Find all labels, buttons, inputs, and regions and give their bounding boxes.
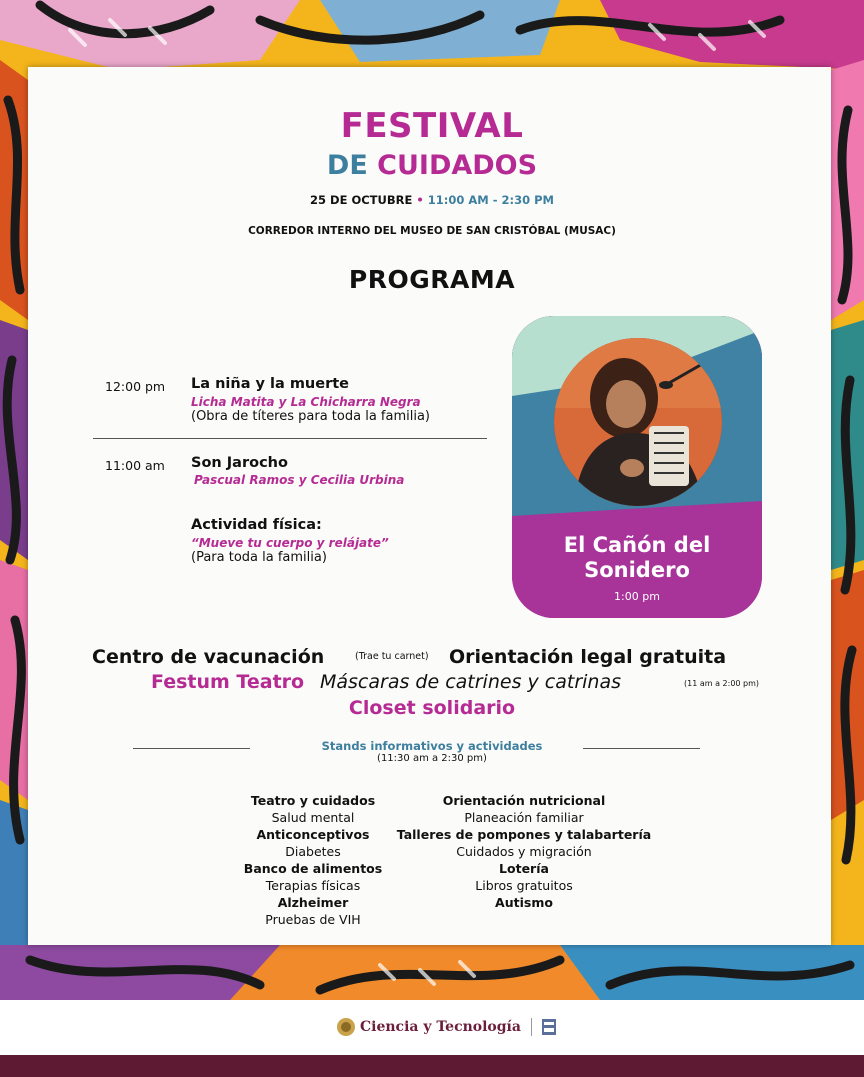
stand-item: Teatro y cuidados (250, 793, 376, 808)
stand-item: Alzheimer (277, 895, 349, 910)
closet-solidario: Closet solidario (348, 697, 516, 719)
event-time: 11:00 am (105, 458, 165, 473)
festival-subtitle (0, 150, 864, 181)
stand-item: Anticonceptivos (256, 827, 370, 842)
stand-item: Orientación nutricional (442, 793, 606, 808)
event-title: La niña y la muerte (191, 376, 350, 392)
footer-logo-text: Ciencia y Tecnología (360, 1019, 521, 1035)
performer-photo (554, 338, 722, 506)
date-separator: • (416, 193, 424, 207)
event-performers: Licha Matita y La Chicharra Negra (191, 395, 421, 409)
featured-act-time: 1:00 pm (614, 590, 660, 603)
event-hours: 11:00 AM - 2:30 PM (427, 193, 554, 207)
event-note: (Obra de títeres para toda la familia) (191, 409, 431, 424)
schedule-divider (93, 438, 487, 439)
stand-item: Banco de alimentos (243, 861, 383, 876)
event-title: Son Jarocho (191, 455, 288, 471)
stand-item: Terapias físicas (265, 878, 361, 893)
stand-item: Talleres de pompones y talabartería (396, 827, 652, 842)
stand-item: Libros gratuitos (475, 878, 573, 893)
coat-of-arms-icon (336, 1017, 356, 1037)
event-date-line (0, 193, 864, 207)
stand-item: Cuidados y migración (456, 844, 592, 859)
program-heading: PROGRAMA (348, 265, 516, 294)
vaccination-center: Centro de vacunación (92, 646, 325, 668)
featured-act-card (512, 316, 762, 618)
footer-bar (0, 1055, 864, 1077)
subtitle-cuidados: CUIDADOS (377, 150, 538, 181)
festival-title: FESTIVAL (340, 106, 524, 146)
event-title: Actividad física: (191, 517, 322, 533)
institution-emblem-icon (542, 1019, 556, 1035)
featured-act-title-line2: Sonidero (584, 558, 690, 582)
theatre-company: Festum Teatro (151, 671, 305, 693)
stand-item: Autismo (495, 895, 553, 910)
event-note: (Para toda la familia) (191, 550, 327, 565)
stands-time: (11:30 am a 2:30 pm) (377, 753, 487, 764)
stand-item: Pruebas de VIH (265, 912, 361, 927)
stand-item: Planeación familiar (464, 810, 584, 825)
featured-act-title-line1: El Cañón del (563, 533, 711, 557)
vaccination-note: (Trae tu carnet) (355, 651, 429, 662)
event-performers: Pascual Ramos y Cecilia Urbina (194, 473, 405, 487)
stands-list-right (394, 792, 654, 911)
theatre-show: Máscaras de catrines y catrinas (320, 671, 622, 693)
stand-item: Diabetes (285, 844, 341, 859)
subtitle-de: DE (326, 150, 368, 181)
stand-item: Lotería (499, 861, 549, 876)
event-venue: CORREDOR INTERNO DEL MUSEO DE SAN CRISTÓBAL (MUSAC) (248, 225, 616, 237)
stands-title: Stands informativos y actividades (321, 739, 543, 753)
stand-item: Salud mental (271, 810, 355, 825)
footer-logo (336, 1016, 556, 1038)
event-tagline: “Mueve tu cuerpo y relájate” (191, 536, 389, 550)
featured-act-title (512, 533, 762, 583)
event-date: 25 DE OCTUBRE (310, 193, 413, 207)
logo-divider (531, 1018, 532, 1036)
stands-list-left (213, 792, 413, 928)
event-time: 12:00 pm (105, 379, 166, 394)
legal-orientation: Orientación legal gratuita (449, 646, 727, 668)
theatre-time: (11 am a 2:00 pm) (684, 679, 760, 688)
